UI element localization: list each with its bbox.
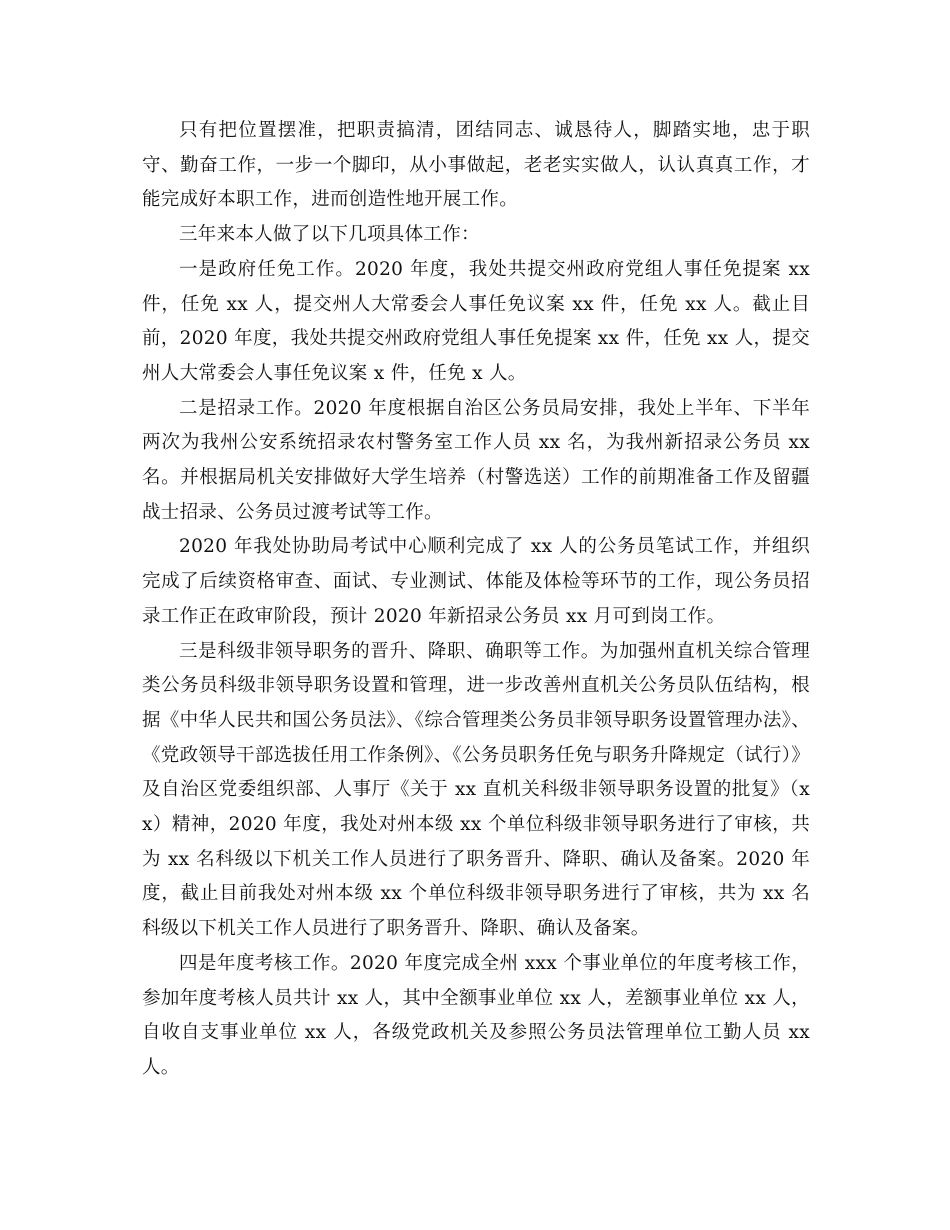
paragraph-4: 二是招录工作。2020 年度根据自治区公务员局安排，我处上半年、下半年两次为我州公安系统招录农村警务室工作人员 xx 名，为我州新招录公务员 xx 名。并根据局机关安排做好大学生培养（村警选送）工作的前期准备工作及留疆战士招录、公务员过渡考试等工作。 xyxy=(142,397,810,523)
document-body xyxy=(142,114,810,1086)
paragraph-5: 2020 年我处协助局考试中心顺利完成了 xx 人的公务员笔试工作，并组织完成了后续资格审查、面试、专业测试、体能及体检等环节的工作，现公务员招录工作正在政审阶段，预计 2020 年新招录公务员 xx 月可到岗工作。 xyxy=(142,536,810,627)
paragraph-1: 只有把位置摆准，把职责搞清，团结同志、诚恳待人，脚踏实地，忠于职守、勤奋工作，一步一个脚印，从小事做起，老老实实做人，认认真真工作，才能完成好本职工作，进而创造性地开展工作。 xyxy=(142,120,810,211)
paragraph-7: 四是年度考核工作。2020 年度完成全州 xxx 个事业单位的年度考核工作，参加年度考核人员共计 xx 人，其中全额事业单位 xx 人，差额事业单位 xx 人，自收自支事业单位 xx 人，各级党政机关及参照公务员法管理单位工勤人员 xx 人。 xyxy=(142,952,810,1078)
paragraph-6: 三是科级非领导职务的晋升、降职、确职等工作。为加强州直机关综合管理类公务员科级非领导职务设置和管理，进一步改善州直机关公务员队伍结构，根据《中华人民共和国公务员法》、《综合管理类公务员非领导职务设置管理办法》、《党政领导干部选拔任用工作条例》、《公务员职务任免与职务升降规定（试行）》及自治区党委组织部、人事厅《关于 xx 直机关科级非领导职务设置的批复》（xx）精神，2020 年度，我处对州本级 xx 个单位科级非领导职务进行了审核，共为 xx 名科级以下机关工作人员进行了职务晋升、降职、确认及备案。2020 年度，截止目前我处对州本级 xx 个单位科级非领导职务进行了审核，共为 xx 名科级以下机关工作人员进行了职务晋升、降职、确认及备案。 xyxy=(142,640,810,940)
paragraph-2: 三年来本人做了以下几项具体工作： xyxy=(179,224,480,246)
paragraph-3: 一是政府任免工作。2020 年度，我处共提交州政府党组人事任免提案 xx 件，任免 xx 人，提交州人大常委会人事任免议案 xx 件，任免 xx 人。截止目前，2020 年度，我处共提交州政府党组人事任免提案 xx 件，任免 xx 人，提交州人大常委会人事任免议案 x 件，任免 x 人。 xyxy=(142,258,810,384)
